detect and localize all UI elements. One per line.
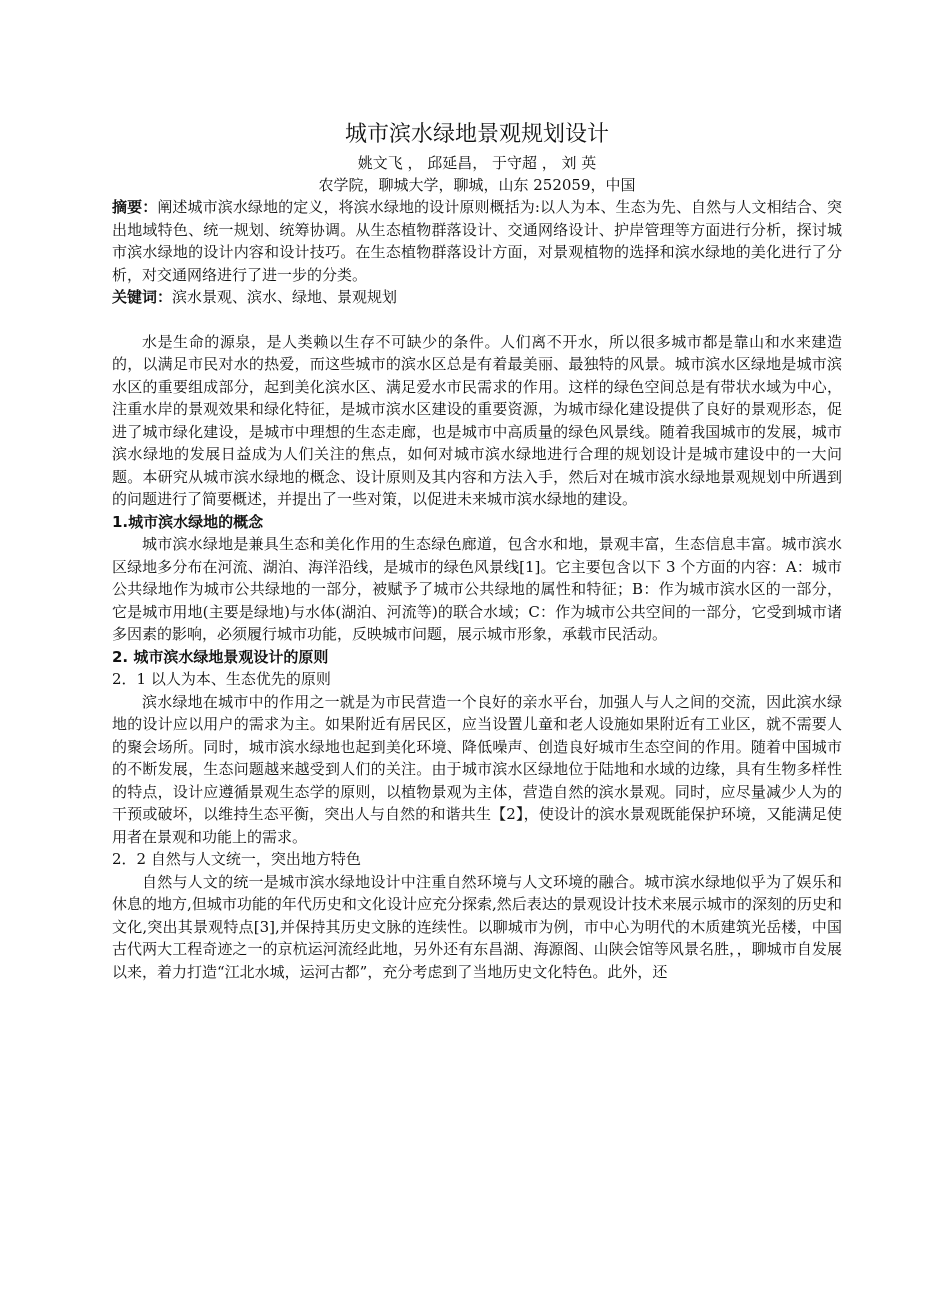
author-list: 姚文飞 ， 邱延昌， 于守超 ， 刘 英 xyxy=(357,154,597,172)
section-1-heading: 1.城市滨水绿地的概念 xyxy=(112,512,264,531)
paper-page xyxy=(112,120,842,983)
abstract-text: 阐述城市滨水绿地的定义，将滨水绿地的设计原则概括为:以人为本、生态为先、自然与人文相结合、突出地域特色、统一规划、统筹协调。从生态植物群落设计、交通网络设计、护岸管理等方面进行分析，探讨城市滨水绿地的设计内容和设计技巧。在生态植物群落设计方面，对景观植物的选择和滨水绿地的美化进行了分析，对交通网络进行了进一步的分类。 xyxy=(112,198,842,284)
keywords-text: 滨水景观、滨水、绿地、景观规划 xyxy=(172,288,398,306)
keywords xyxy=(112,286,842,309)
blank-line xyxy=(112,309,842,331)
affiliation: 农学院，聊城大学，聊城，山东 252059，中国 xyxy=(318,176,636,194)
section-2-1-heading: 2．1 以人为本、生态优先的原则 xyxy=(112,670,331,688)
abstract xyxy=(112,196,842,286)
section-1-paragraph: 城市滨水绿地是兼具生态和美化作用的生态绿色廊道，包含水和地，景观丰富，生态信息丰富。城市滨水区绿地多分布在河流、湖泊、海洋沿线，是城市的绿色风景线[1]。它主要包含以下 3 个方面的内容：A：城市公共绿地作为城市公共绿地的一部分，被赋予了城市公共绿地的属性和特征；B：作为城市滨水区的一部分，它是城市用地(主要是绿地)与水体(湖泊、河流等)的联合水域；C：作为城市公共空间的一部分，它受到城市诸多因素的影响，必须履行城市功能，反映城市问题，展示城市形象，承载市民活动。 xyxy=(112,535,842,643)
abstract-label: 摘要： xyxy=(112,198,158,216)
paper-title: 城市滨水绿地景观规划设计 xyxy=(344,122,609,147)
section-2-2-paragraph: 自然与人文的统一是城市滨水绿地设计中注重自然环境与人文环境的融合。城市滨水绿地似乎为了娱乐和休息的地方,但城市功能的年代历史和文化设计应充分探索,然后表达的景观设计技术来展示城市的深刻的历史和文化,突出其景观特点[3],并保持其历史文脉的连续性。以聊城市为例，市中心为明代的木质建筑光岳楼，中国古代两大工程奇迹之一的京杭运河流经此地，另外还有东昌湖、海源阁、山陕会馆等风景名胜，，聊城市自发展以来，着力打造“江北水城，运河古都”，充分考虑到了当地历史文化特色。此外，还 xyxy=(112,872,842,981)
intro-paragraph: 水是生命的源泉，是人类赖以生存不可缺少的条件。人们离不开水，所以很多城市都是靠山和水来建造的，以满足市民对水的热爱，而这些城市的滨水区总是有着最美丽、最独特的风景。城市滨水区绿地是城市滨水区的重要组成部分，起到美化滨水区、满足爱水市民需求的作用。这样的绿色空间总是有带状水域为中心，注重水岸的景观效果和绿化特征，是城市滨水区建设的重要资源，为城市绿化建设提供了良好的景观形态，促进了城市绿化建设，是城市中理想的生态走廊，也是城市中高质量的绿色风景线。随着我国城市的发展，城市滨水绿地的发展日益成为人们关注的焦点，如何对城市滨水绿地进行合理的规划设计是城市建设中的一大问题。本研究从城市滨水绿地的概念、设计原则及其内容和方法入手，然后对在城市滨水绿地景观规划中所遇到的问题进行了简要概述，并提出了一些对策，以促进未来城市滨水绿地的建设。 xyxy=(112,332,842,508)
section-2-2-heading: 2．2 自然与人文统一，突出地方特色 xyxy=(112,850,361,868)
section-2-heading: 2. 城市滨水绿地景观设计的原则 xyxy=(112,647,329,666)
keywords-label: 关键词： xyxy=(112,288,173,306)
section-2-1-paragraph: 滨水绿地在城市中的作用之一就是为市民营造一个良好的亲水平台，加强人与人之间的交流，因此滨水绿地的设计应以用户的需求为主。如果附近有居民区，应当设置儿童和老人设施如果附近有工业区，就不需要人的聚会场所。同时，城市滨水绿地也起到美化环境、降低噪声、创造良好城市生态空间的作用。随着中国城市的不断发展，生态问题越来越受到人们的关注。由于城市滨水区绿地位于陆地和水域的边缘，具有生物多样性的特点，设计应遵循景观生态学的原则，以植物景观为主体，营造自然的滨水景观。同时，应尽量减少人为的干预或破坏，以维持生态平衡，突出人与自然的和谐共生【2】，使设计的滨水景观既能保护环境，又能满足使用者在景观和功能上的需求。 xyxy=(112,692,842,846)
